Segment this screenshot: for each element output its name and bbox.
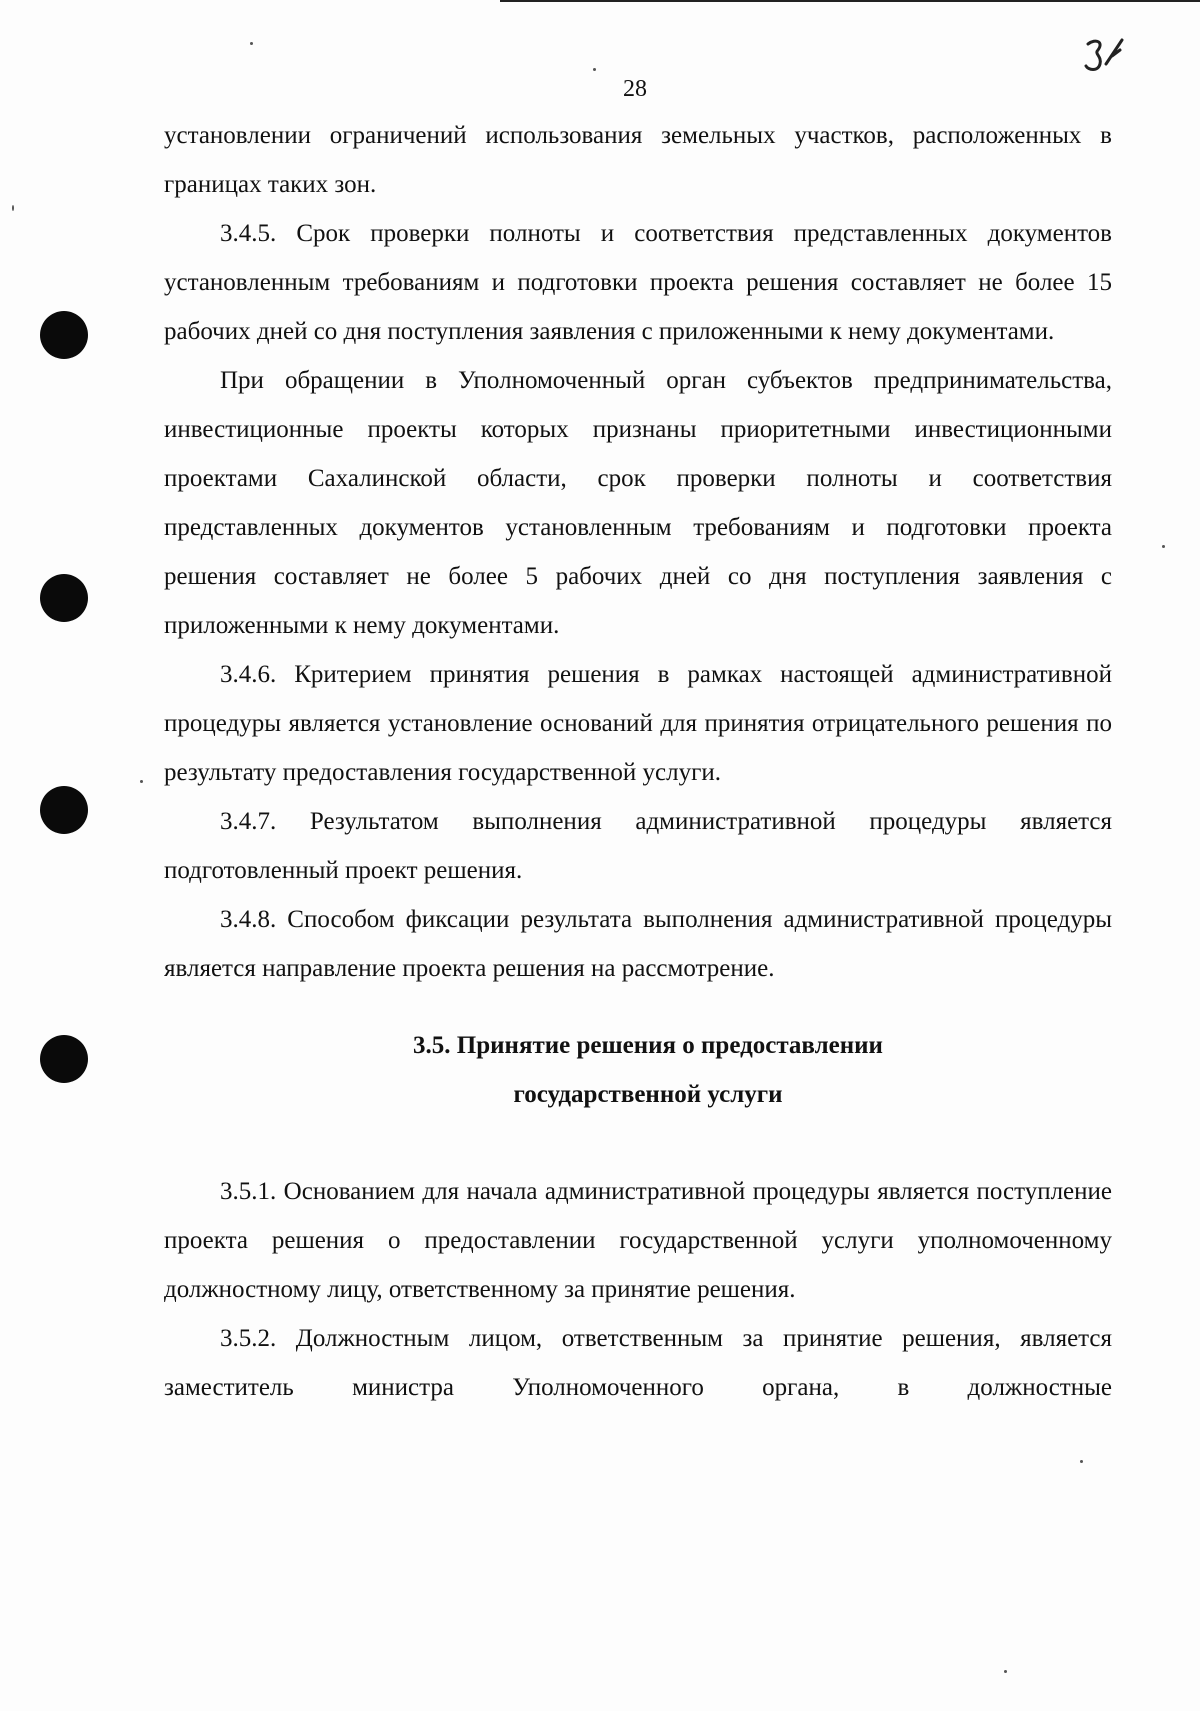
section-title-line2: государственной услуги xyxy=(513,1081,783,1108)
paragraph-3-4-6: 3.4.6. Критерием принятия решения в рамках настоящей административной процедуры является установление оснований для принятия отрицательного решения по результату предоставления государственной услуги. xyxy=(164,661,1112,786)
paragraph: установлении ограничений использования земельных участков, расположенных в границах таких зон. xyxy=(164,122,1112,198)
scan-speck xyxy=(593,68,596,71)
scan-speck xyxy=(140,780,143,783)
paragraph-3-4-8: 3.4.8. Способом фиксации результата выполнения административной процедуры является направление проекта решения на рассмотрение. xyxy=(164,906,1112,982)
scan-top-edge xyxy=(500,0,1200,2)
punch-hole xyxy=(40,574,88,622)
paragraph: При обращении в Уполномоченный орган субъектов предпринимательства, инвестиционные проекты которых признаны приоритетными инвестиционными проектами Сахалинской области, срок проверки полноты и соответствия представленных документов установленным требованиям и подготовки проекта решения составляет не более 5 рабочих дней со дня поступления заявления с приложенными к нему документами. xyxy=(164,367,1112,639)
scan-speck xyxy=(1004,1670,1007,1673)
section-title-line1: 3.5. Принятие решения о предоставлении xyxy=(413,1032,883,1059)
scan-speck xyxy=(12,205,14,211)
punch-hole xyxy=(40,786,88,834)
paragraph-3-5-2: 3.5.2. Должностным лицом, ответственным за принятие решения, является заместитель министра Уполномоченного органа, в должностные xyxy=(164,1325,1112,1401)
scan-speck xyxy=(250,42,253,45)
page-number: 28 xyxy=(623,76,647,102)
paragraph-3-4-7: 3.4.7. Результатом выполнения административной процедуры является подготовленный проект решения. xyxy=(164,808,1112,884)
scan-speck xyxy=(1162,545,1165,548)
document-body xyxy=(164,111,1112,1412)
paragraph-3-5-1: 3.5.1. Основанием для начала административной процедуры является поступление проекта решения о предоставлении государственной услуги уполномоченному должностному лицу, ответственному за принятие решения. xyxy=(164,1178,1112,1303)
punch-hole xyxy=(40,1035,88,1083)
punch-hole xyxy=(40,311,88,359)
paragraph-3-4-5: 3.4.5. Срок проверки полноты и соответствия представленных документов установленным требованиям и подготовки проекта решения составляет не более 15 рабочих дней со дня поступления заявления с приложенными к нему документами. xyxy=(164,220,1112,345)
scan-speck xyxy=(1080,1460,1083,1463)
handwritten-page-mark xyxy=(1082,34,1132,78)
section-heading xyxy=(164,1021,1112,1119)
